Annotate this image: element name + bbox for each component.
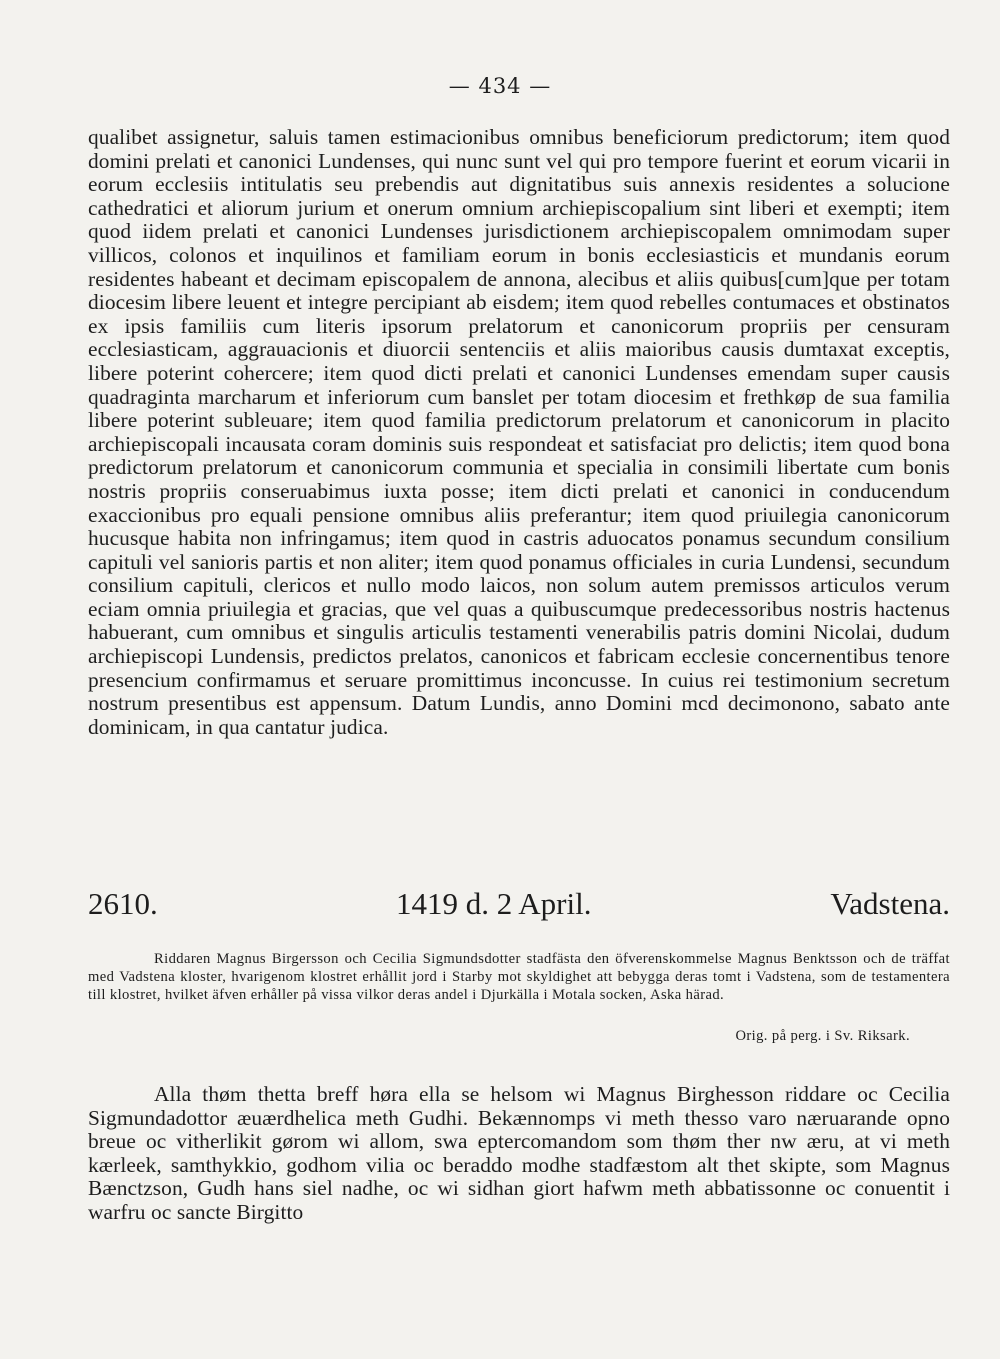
page-number: — 434 —: [448, 74, 552, 98]
charter-text-beginning: Alla thøm thetta breff høra ella se helsom wi Magnus Birghesson riddare oc Cecilia Sigmundadottor æuærdhelica meth Gudhi. Bekænnomps vi meth thesso varo næruarande opno breue oc vitherlikit gørom wi allom, swa eptercomandom som thøm ther nw æru, at vi meth kærleek, samthykkio, godhom vilia oc beraddo modhe stadfæstom alt thet skipte, som Magnus Bænctzson, Gudh hans siel nadhe, oc wi sidhan giort hafwm meth abbatissonne oc conuentit i warfru oc sancte Birgitto: [88, 1082, 950, 1224]
entry-source-note: Orig. på perg. i Sv. Riksark.: [735, 1028, 910, 1044]
entry-header: [88, 886, 950, 932]
charter-text-continuation: qualibet assignetur, saluis tamen estimacionibus omnibus beneficiorum predictorum; item quod domini prelati et canonici Lundenses, qui nunc sunt vel qui pro tempore fuerint et eorum vicarii in eorum ecclesiis intitulatis seu prebendis aut dignitatibus suis annexis residentes a solucione cathedratici et aliorum jurium et onerum omnium archiepiscopalium sint liberi et exempti; item quod iidem prelati et canonici Lundenses jurisdictionem archiepiscopalem omnimodam super villicos, colonos et inquilinos et familiam eorum in bonis ecclesiasticis et mundanis eorum residentes habeant et decimam episcopalem de annona, alecibus et aliis quibus[cum]que per totam diocesim libere leuent et integre percipiant ab eisdem; item quod rebelles contumaces et obstinatos ex ipsis familiis cum literis ipsorum prelatorum et canonicorum propriis per censuram ecclesiasticam, aggrauacionis et diuorcii sentenciis et aliis maioribus causis dumtaxat exceptis, libere poterint cohercere; item quod dicti prelati et canonici Lundenses emendam super causis quadraginta marcharum et inferiorum cum banslet per totam diocesim et frethkøp de sua familia libere poterint subleuare; item quod familia predictorum prelatorum et canonicorum in placito archiepiscopali incausata coram dominis suis respondeat et satisfaciat pro delictis; item quod bona predictorum prelatorum et canonicorum communia et specialia in consimili libertate cum bonis nostris propriis conseruabimus iuxta posse; item dicti prelati et canonici in conducendum exaccionibus pro equali pensione omnibus aliis preferantur; item quod priuilegia canonicorum hucusque habita non infringamus; item quod in castris aduocatos ponamus secundum consilium capituli vel sanioris partis et non aliter; item quod ponamus officiales in curia Lundensi, secundum consilium capituli, clericos et nullo modo laicos, non solum autem premissos articulos verum eciam omnia priuilegia et gracias, que vel quas a quibuscumque predecessoribus nostris hactenus habuerant, cum omnibus et singulis articulis testamenti venerabilis patris domini Nicolai, dudum archiepiscopi Lundensis, predictos prelatos, canonicos et fabricam ecclesie concernentibus tenore presencium confirmamus et seruare promittimus inconcusse. In cuius rei testimonium secretum nostrum presentibus est appensum. Datum Lundis, anno Domini mcd decimonono, sabato ante dominicam, in qua cantatur judica.: [88, 125, 950, 739]
entry-date: 1419 d. 2 April.: [396, 886, 592, 921]
entry-summary: Riddaren Magnus Birgersson och Cecilia Sigmundsdotter stadfästa den öfverenskommelse Magnus Benktsson och de träffat med Vadstena kloster, hvarigenom klostret erhållit jord i Starby mot skyldighet att bebygga deras tomt i Vadstena, som de testamentera till klostret, hvilket äfven erhåller på vissa vilkor deras andel i Djurkälla i Motala socken, Aska härad.: [88, 951, 950, 1003]
entry-place: Vadstena.: [830, 886, 950, 921]
entry-number: 2610.: [88, 886, 158, 921]
